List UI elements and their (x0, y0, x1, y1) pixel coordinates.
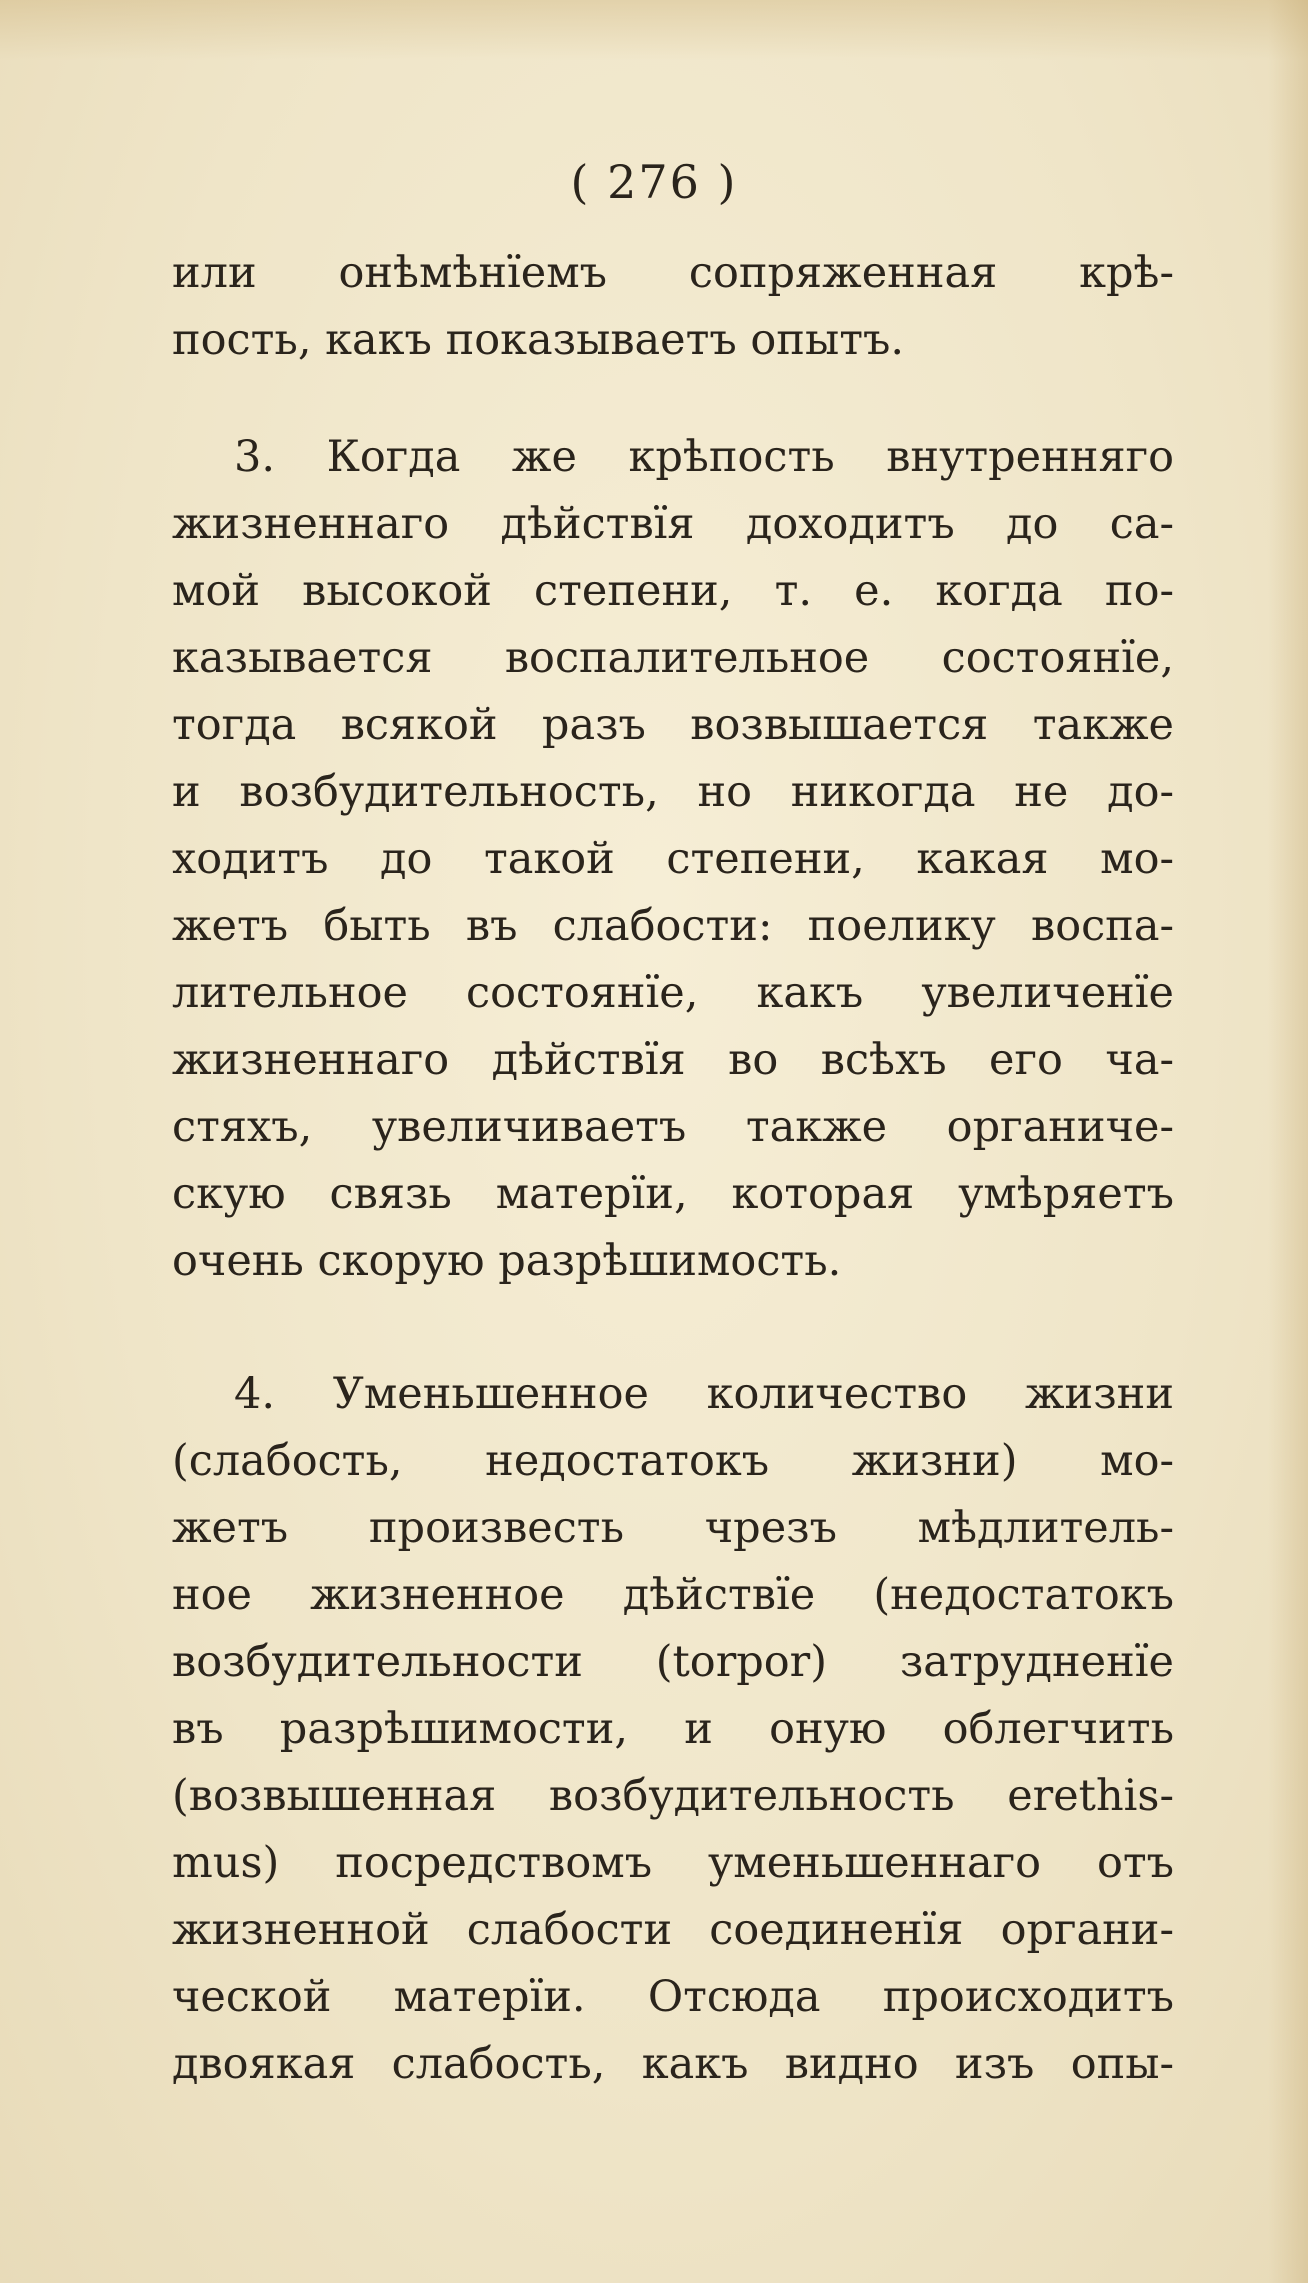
paragraph-4 (172, 1361, 1174, 2098)
paragraph-3 (172, 424, 1174, 1295)
text-line: (слабость, недостатокъ жизни) мо- (172, 1436, 1174, 1486)
text-line: казывается воспалительное состоянїе, (172, 633, 1174, 683)
text-line: тогда всякой разъ возвышается также (172, 700, 1174, 750)
text-line: стяхъ, увеличиваетъ также органиче- (172, 1102, 1174, 1152)
text-line: возбудительности (torpor) затрудненїе (172, 1637, 1174, 1687)
text-line: очень скорую разрѣшимость. (172, 1236, 842, 1286)
page-number: ( 276 ) (570, 155, 738, 209)
text-line: жизненной слабости соединенїя органи- (172, 1905, 1174, 1955)
text-line: mus) посредствомъ уменьшеннаго отъ (172, 1838, 1174, 1888)
text-line: лительное состоянїе, какъ увеличенїе (172, 968, 1174, 1018)
text-line: или онѣмѣнїемъ сопряженная крѣ- (172, 248, 1174, 298)
text-line: жетъ быть въ слабости: поелику воспа- (172, 901, 1174, 951)
text-line: 3. Когда же крѣпость внутренняго (234, 432, 1174, 482)
text-line: ходитъ до такой степени, какая мо- (172, 834, 1174, 884)
page-edge-stain (0, 0, 1308, 60)
text-line: пость, какъ показываетъ опытъ. (172, 315, 905, 365)
text-line: жетъ произвесть чрезъ мѣдлитель- (172, 1503, 1174, 1553)
text-line: ное жизненное дѣйствїе (недостатокъ (172, 1570, 1174, 1620)
text-line: и возбудительность, но никогда не до- (172, 767, 1174, 817)
text-line: жизненнаго дѣйствїя доходитъ до са- (172, 499, 1174, 549)
text-line: въ разрѣшимости, и оную облегчить (172, 1704, 1174, 1754)
text-line: скую связь матерїи, которая умѣряетъ (172, 1169, 1174, 1219)
page-edge-stain (1268, 0, 1308, 2283)
body-text (172, 240, 1174, 2098)
text-line: мой высокой степени, т. е. когда по- (172, 566, 1174, 616)
paragraph-continuation (172, 240, 1174, 374)
text-line: (возвышенная возбудительность erethis- (172, 1771, 1174, 1821)
text-line: жизненнаго дѣйствїя во всѣхъ его ча- (172, 1035, 1174, 1085)
text-line: 4. Уменьшенное количество жизни (234, 1369, 1174, 1419)
text-line: ческой матерїи. Отсюда происходитъ (172, 1972, 1174, 2022)
text-line: двоякая слабость, какъ видно изъ опы- (172, 2039, 1174, 2089)
